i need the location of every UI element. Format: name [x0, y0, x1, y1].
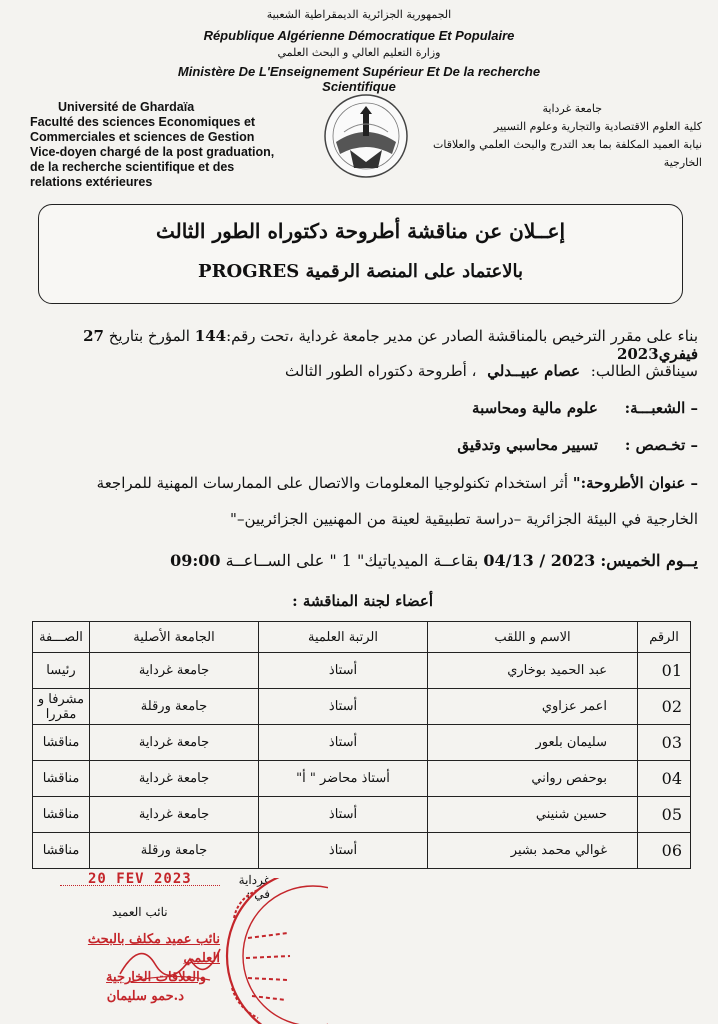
member-role: مناقشا [33, 725, 90, 761]
row-number: 03 [638, 725, 691, 761]
authorization-text: بناء على مقرر الترخيص بالمناقشة الصادر عن مدير جامعة غرداية ،تحت رقم: [226, 327, 698, 345]
member-name: عبد الحميد بوخاري [428, 653, 638, 689]
faculty-ar-line: الخارجية [663, 156, 702, 169]
member-university: جامعة غرداية [90, 653, 259, 689]
thesis-title-part2: الخارجية في البيئة الجزائرية –دراسة تطبيقية لعينة من المهنيين الجزائريين–" [230, 510, 698, 528]
signature-line: نائب عميد مكلف بالبحث العلمي [87, 932, 220, 966]
announcement-title: إعــلان عن مناقشة أطروحة دكتوراه الطور الثالث [155, 219, 566, 243]
row-number: 04 [638, 761, 691, 797]
student-name: عصام عبيــدلي [487, 362, 580, 380]
member-role: مشرفا و مقررا [33, 689, 90, 725]
table-header-row [33, 622, 691, 653]
member-name: سليمان بلعور [428, 725, 638, 761]
student-label: سيناقش الطالب: [590, 362, 698, 380]
decision-date-label: المؤرخ بتاريخ [108, 327, 190, 345]
faculty-arabic-block [432, 100, 702, 172]
faculty-fr-line: Commerciales et sciences de Gestion [30, 130, 255, 144]
thesis-label: – عنوان الأطروحة:" [572, 474, 698, 492]
decision-number: 144 [194, 327, 227, 345]
ministry-french-line2: Scientifique [322, 79, 396, 94]
branch-value: علوم مالية ومحاسبة [472, 399, 598, 417]
announcement-subtitle: بالاعتماد على المنصة الرقمية PROGRES [198, 261, 523, 282]
faculty-fr-line: de la recherche scientifique et des [30, 160, 235, 174]
faculty-ar-line: جامعة غرداية [542, 102, 602, 115]
member-name: غوالي محمد بشير [428, 833, 638, 869]
table-row [33, 833, 691, 869]
branch-line [20, 399, 698, 417]
table-row [33, 725, 691, 761]
signature-line: والعلاقات الخارجية [106, 970, 206, 985]
member-university: جامعة ورقلة [90, 833, 259, 869]
member-role: مناقشا [33, 797, 90, 833]
defense-time: 09:00 [170, 551, 221, 570]
table-row [33, 689, 691, 725]
row-number: 05 [638, 797, 691, 833]
specialty-label: – تخـصص : [624, 436, 698, 454]
announcement-title-box [38, 204, 683, 304]
faculty-ar-line: كلية العلوم الاقتصادية والتجارية وعلوم التسيير [493, 120, 702, 133]
member-university: جامعة غرداية [90, 761, 259, 797]
authorization-line [20, 327, 698, 363]
faculty-fr-line: Faculté des sciences Economiques et [30, 115, 256, 129]
faculty-fr-line: Vice-doyen chargé de la post graduation, [30, 145, 275, 159]
faculty-fr-line: Université de Ghardaïa [58, 100, 195, 114]
stamped-date: 20 FEV 2023 [88, 871, 192, 887]
specialty-value: تسيير محاسبي وتدقيق [457, 436, 599, 454]
specialty-line [20, 436, 698, 454]
member-rank: أستاذ [259, 797, 428, 833]
header-role: الصـــفة [33, 622, 90, 653]
republic-arabic: الجمهورية الجزائرية الديمقراطية الشعبية [266, 8, 452, 21]
member-role: مناقشا [33, 833, 90, 869]
university-logo [322, 92, 410, 180]
decision-date: 27 فيفري2023 [83, 327, 698, 363]
member-rank: أستاذ [259, 725, 428, 761]
day-label: يــوم الخميس: [600, 551, 698, 570]
defense-date: 2023 / 04/13 [483, 551, 596, 570]
place-label: غرداية في : [238, 873, 270, 901]
thesis-line-2 [20, 510, 698, 528]
member-name: اعمر عزاوي [428, 689, 638, 725]
member-rank: أستاذ [259, 653, 428, 689]
member-rank: أستاذ [259, 689, 428, 725]
republic-french: République Algérienne Démocratique Et Populaire [203, 28, 515, 43]
faculty-fr-line: relations extérieures [30, 175, 153, 189]
table-row [33, 797, 691, 833]
signatory-name: د.حمو سليمان [106, 989, 184, 1004]
header-university: الجامعة الأصلية [90, 622, 259, 653]
faculty-ar-line: نيابة العميد المكلفة بما بعد التدرج والبحث العلمي والعلاقات [433, 138, 702, 151]
header-rank: الرتبة العلمية [259, 622, 428, 653]
vice-dean-signature-stamp [50, 930, 220, 1006]
student-suffix: ، أطروحة دكتوراه الطور الثالث [285, 362, 477, 380]
defense-date-line [20, 551, 698, 570]
committee-title: أعضاء لجنة المناقشة : [292, 592, 433, 610]
row-number: 06 [638, 833, 691, 869]
header-number: الرقم [638, 622, 691, 653]
header-name: الاسم و اللقب [428, 622, 638, 653]
row-number: 02 [638, 689, 691, 725]
member-name: بوحفص رواني [428, 761, 638, 797]
thesis-title-part1: أثر استخدام تكنولوجيا المعلومات والاتصال على الممارسات المهنية للمراجعة [96, 474, 569, 492]
table-row [33, 653, 691, 689]
faculty-round-stamp [218, 878, 328, 1024]
handwritten-signature [110, 934, 230, 994]
table-row [33, 761, 691, 797]
vice-dean-label: نائب العميد [112, 905, 168, 919]
student-line [20, 362, 698, 380]
member-university: جامعة ورقلة [90, 689, 259, 725]
member-university: جامعة غرداية [90, 725, 259, 761]
defense-hall: بقاعــة الميدياتيك" 1 " على الســاعــة [225, 551, 479, 570]
ministry-french-line1: Ministère De L'Enseignement Supérieur Et De la recherche [177, 64, 541, 79]
ministry-french [0, 64, 718, 94]
jury-table [32, 621, 691, 869]
member-university: جامعة غرداية [90, 797, 259, 833]
thesis-line-1 [20, 474, 698, 492]
member-name: حسين شنيني [428, 797, 638, 833]
ministry-arabic: وزارة التعليم العالي و البحث العلمي [277, 46, 441, 59]
faculty-french-block [30, 100, 300, 190]
member-rank: أستاذ محاضر " أ" [259, 761, 428, 797]
member-rank: أستاذ [259, 833, 428, 869]
member-role: مناقشا [33, 761, 90, 797]
branch-label: – الشعبـــة: [624, 399, 698, 417]
row-number: 01 [638, 653, 691, 689]
member-role: رئيسا [33, 653, 90, 689]
